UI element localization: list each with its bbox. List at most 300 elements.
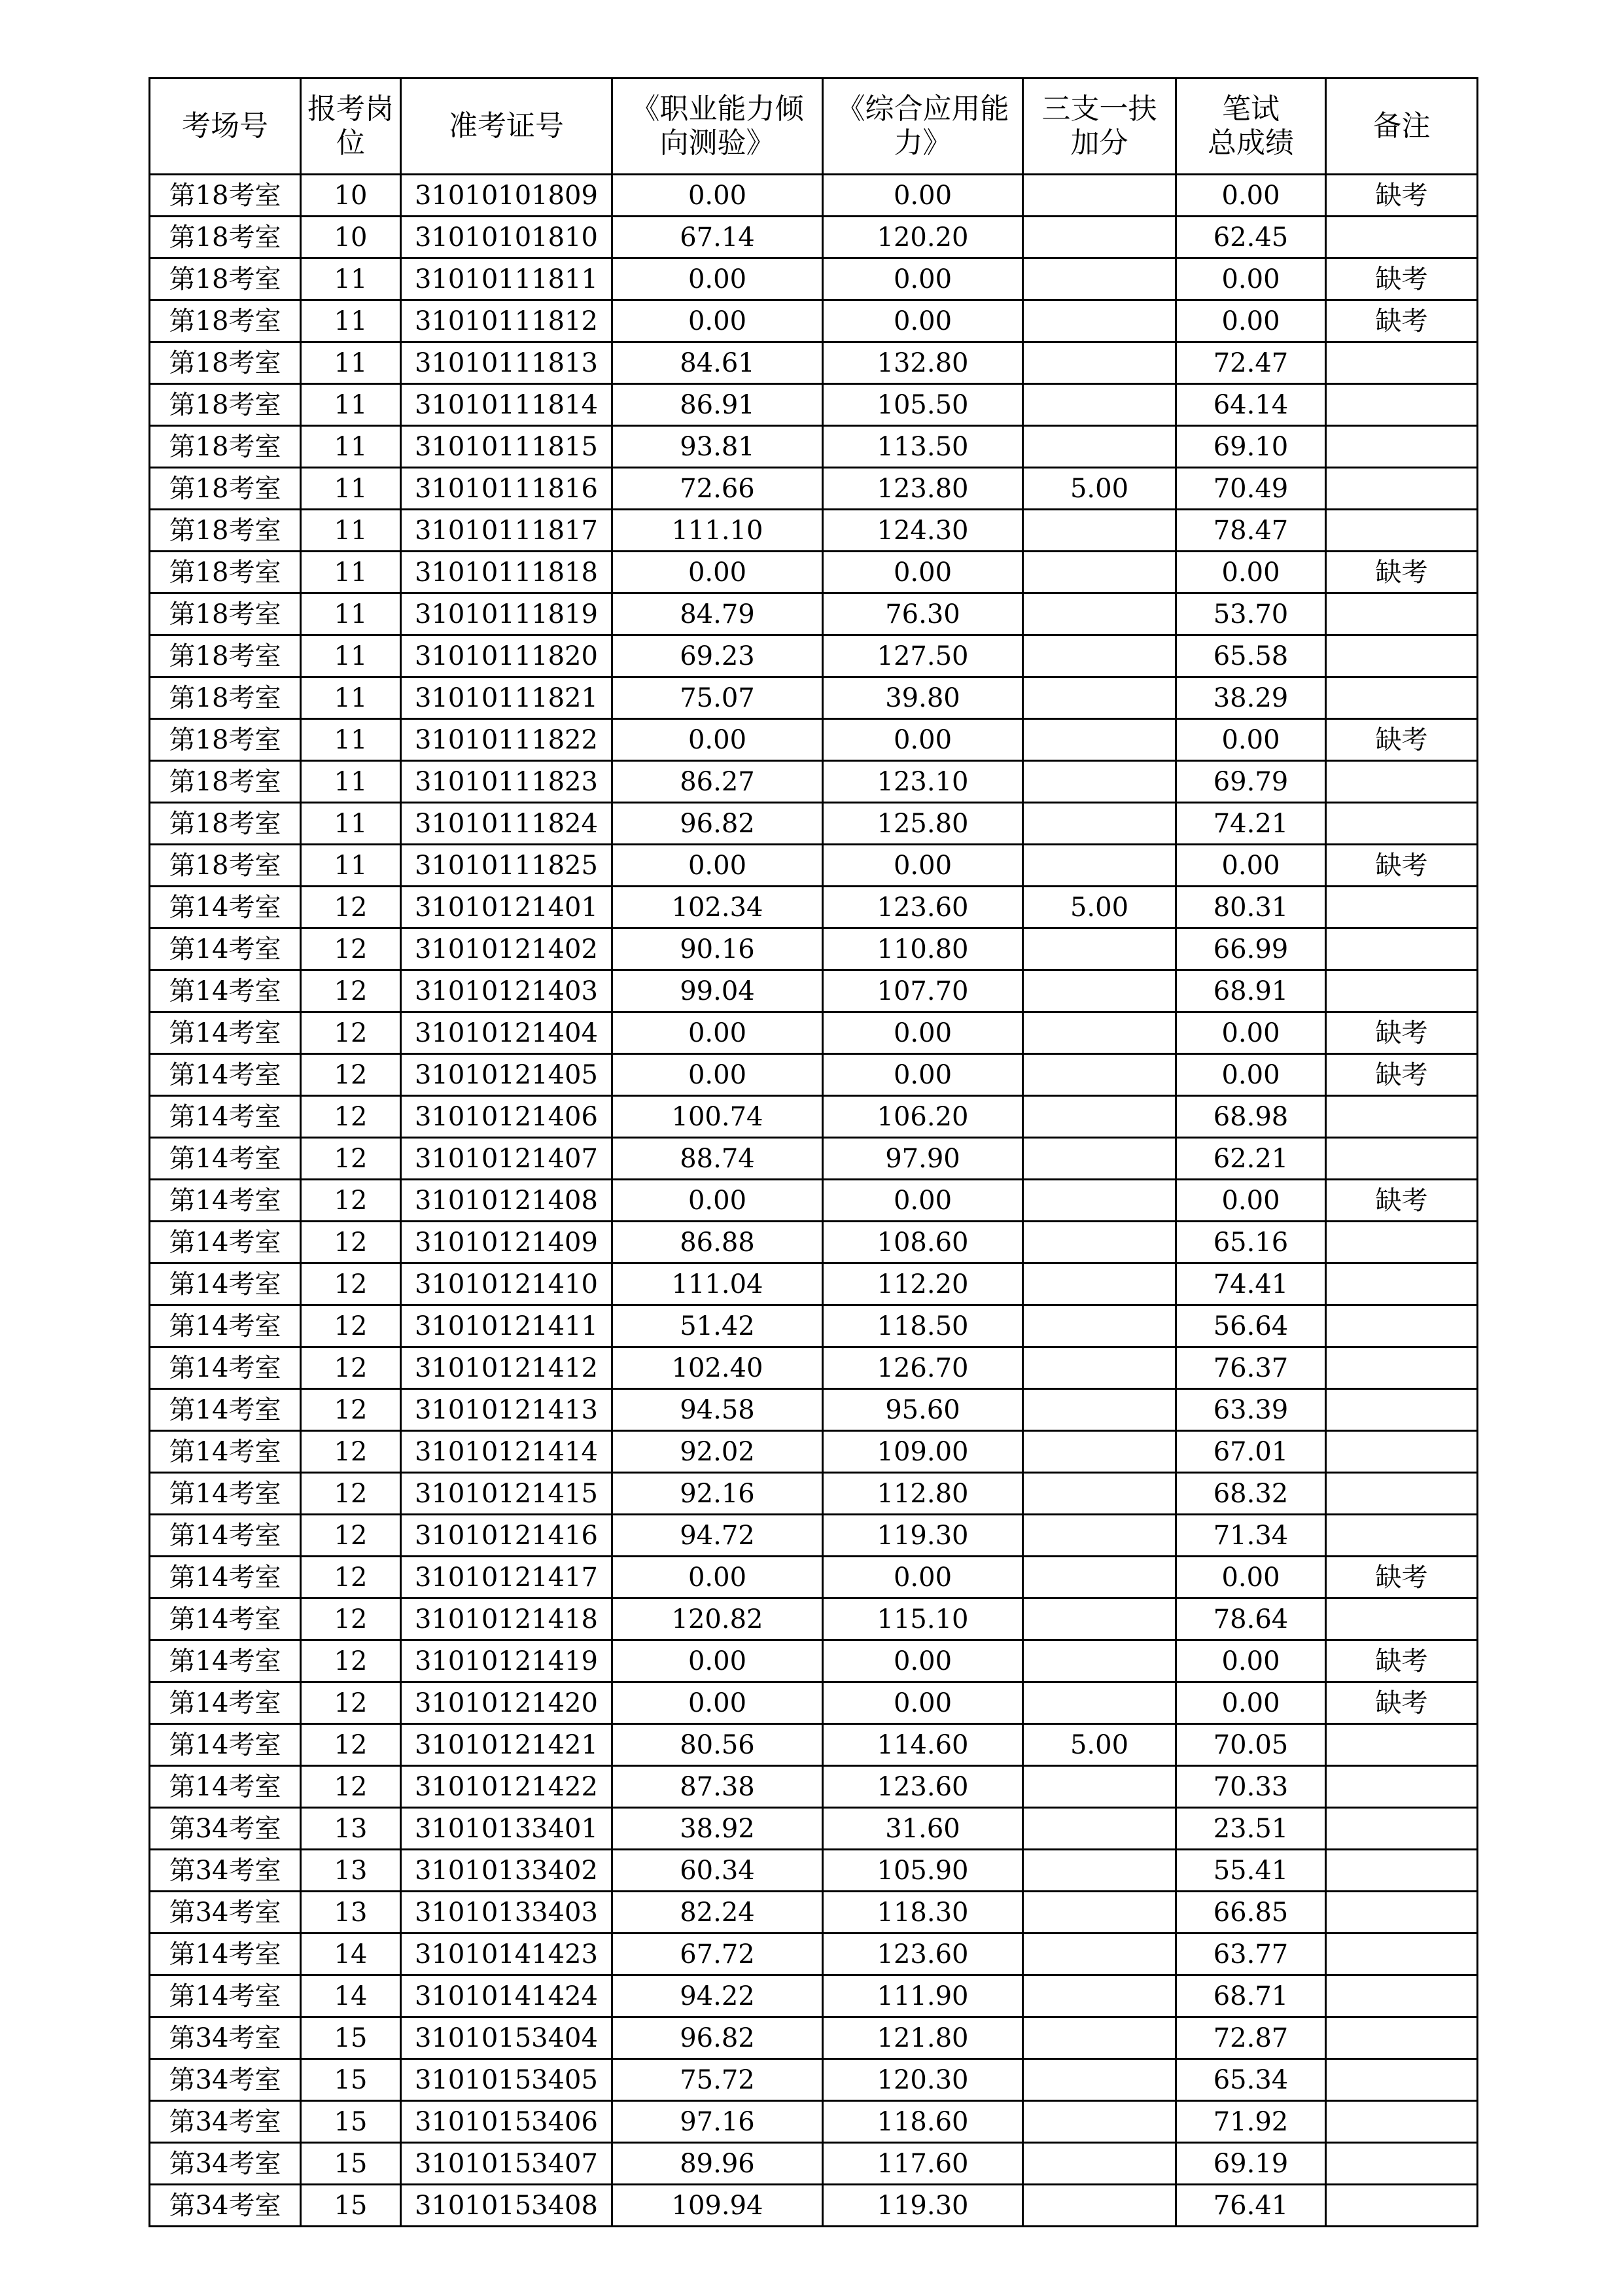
cell-comprehensive-score: 120.20 <box>823 217 1023 258</box>
cell-total-score: 78.47 <box>1176 510 1326 552</box>
cell-ticket-number: 31010121417 <box>401 1557 612 1598</box>
cell-remarks <box>1326 887 1478 928</box>
cell-aptitude-score: 94.58 <box>612 1389 823 1431</box>
cell-exam-room: 第14考室 <box>150 1557 301 1598</box>
cell-comprehensive-score: 119.30 <box>823 1515 1023 1557</box>
cell-remarks <box>1326 342 1478 384</box>
cell-aptitude-score: 69.23 <box>612 635 823 677</box>
cell-exam-room: 第14考室 <box>150 1473 301 1515</box>
cell-remarks <box>1326 1724 1478 1766</box>
cell-remarks <box>1326 1766 1478 1808</box>
cell-exam-room: 第18考室 <box>150 593 301 635</box>
cell-bonus-points <box>1023 635 1176 677</box>
table-row <box>150 258 1478 300</box>
cell-comprehensive-score: 117.60 <box>823 2143 1023 2185</box>
cell-bonus-points <box>1023 677 1176 719</box>
cell-exam-room: 第34考室 <box>150 2059 301 2101</box>
cell-ticket-number: 31010121405 <box>401 1054 612 1096</box>
table-row <box>150 1892 1478 1934</box>
cell-position: 12 <box>301 1012 401 1054</box>
cell-exam-room: 第34考室 <box>150 2185 301 2227</box>
header-position <box>301 79 401 175</box>
cell-comprehensive-score: 123.10 <box>823 761 1023 803</box>
cell-ticket-number: 31010121422 <box>401 1766 612 1808</box>
cell-exam-room: 第18考室 <box>150 468 301 510</box>
cell-ticket-number: 31010111815 <box>401 426 612 468</box>
cell-total-score: 68.91 <box>1176 970 1326 1012</box>
table-row <box>150 1389 1478 1431</box>
cell-ticket-number: 31010121412 <box>401 1347 612 1389</box>
cell-total-score: 70.33 <box>1176 1766 1326 1808</box>
cell-aptitude-score: 67.14 <box>612 217 823 258</box>
table-row <box>150 217 1478 258</box>
table-row <box>150 2017 1478 2059</box>
cell-total-score: 0.00 <box>1176 258 1326 300</box>
cell-total-score: 80.31 <box>1176 887 1326 928</box>
cell-comprehensive-score: 0.00 <box>823 1682 1023 1724</box>
cell-position: 12 <box>301 887 401 928</box>
cell-ticket-number: 31010153404 <box>401 2017 612 2059</box>
cell-total-score: 76.41 <box>1176 2185 1326 2227</box>
cell-aptitude-score: 51.42 <box>612 1305 823 1347</box>
cell-total-score: 68.71 <box>1176 1975 1326 2017</box>
header-text-line: 总成绩 <box>1208 126 1294 160</box>
cell-remarks <box>1326 1934 1478 1975</box>
cell-remarks: 缺考 <box>1326 258 1478 300</box>
cell-remarks: 缺考 <box>1326 1682 1478 1724</box>
cell-aptitude-score: 0.00 <box>612 300 823 342</box>
cell-aptitude-score: 0.00 <box>612 1012 823 1054</box>
header-text-line: 位 <box>336 126 365 160</box>
cell-remarks <box>1326 970 1478 1012</box>
cell-exam-room: 第14考室 <box>150 1431 301 1473</box>
cell-aptitude-score: 0.00 <box>612 552 823 593</box>
table-row <box>150 1263 1478 1305</box>
cell-position: 14 <box>301 1934 401 1975</box>
cell-ticket-number: 31010121409 <box>401 1222 612 1263</box>
cell-remarks <box>1326 217 1478 258</box>
cell-remarks: 缺考 <box>1326 845 1478 887</box>
cell-position: 12 <box>301 1054 401 1096</box>
table-row <box>150 1934 1478 1975</box>
cell-comprehensive-score: 0.00 <box>823 1640 1023 1682</box>
cell-bonus-points <box>1023 426 1176 468</box>
cell-position: 12 <box>301 1222 401 1263</box>
cell-remarks: 缺考 <box>1326 1054 1478 1096</box>
cell-comprehensive-score: 123.60 <box>823 1934 1023 1975</box>
table-row <box>150 803 1478 845</box>
cell-exam-room: 第14考室 <box>150 1682 301 1724</box>
cell-position: 13 <box>301 1892 401 1934</box>
cell-position: 11 <box>301 384 401 426</box>
cell-aptitude-score: 67.72 <box>612 1934 823 1975</box>
cell-exam-room: 第18考室 <box>150 258 301 300</box>
cell-total-score: 66.85 <box>1176 1892 1326 1934</box>
cell-remarks: 缺考 <box>1326 1640 1478 1682</box>
cell-aptitude-score: 82.24 <box>612 1892 823 1934</box>
cell-ticket-number: 31010121402 <box>401 928 612 970</box>
header-text-line: 备注 <box>1372 109 1431 143</box>
cell-exam-room: 第14考室 <box>150 1389 301 1431</box>
cell-total-score: 62.21 <box>1176 1138 1326 1180</box>
cell-ticket-number: 31010121420 <box>401 1682 612 1724</box>
cell-position: 11 <box>301 468 401 510</box>
cell-ticket-number: 31010111814 <box>401 384 612 426</box>
cell-remarks <box>1326 1263 1478 1305</box>
cell-comprehensive-score: 113.50 <box>823 426 1023 468</box>
cell-exam-room: 第14考室 <box>150 1640 301 1682</box>
table-row <box>150 1766 1478 1808</box>
cell-exam-room: 第14考室 <box>150 1515 301 1557</box>
cell-aptitude-score: 88.74 <box>612 1138 823 1180</box>
cell-total-score: 0.00 <box>1176 1180 1326 1222</box>
cell-comprehensive-score: 120.30 <box>823 2059 1023 2101</box>
cell-ticket-number: 31010121406 <box>401 1096 612 1138</box>
cell-total-score: 63.77 <box>1176 1934 1326 1975</box>
table-row <box>150 2143 1478 2185</box>
cell-ticket-number: 31010141424 <box>401 1975 612 2017</box>
cell-remarks <box>1326 384 1478 426</box>
cell-ticket-number: 31010121414 <box>401 1431 612 1473</box>
cell-bonus-points <box>1023 1682 1176 1724</box>
cell-comprehensive-score: 110.80 <box>823 928 1023 970</box>
table-row <box>150 1473 1478 1515</box>
cell-aptitude-score: 86.91 <box>612 384 823 426</box>
cell-aptitude-score: 84.79 <box>612 593 823 635</box>
cell-bonus-points <box>1023 1389 1176 1431</box>
table-row <box>150 2101 1478 2143</box>
cell-comprehensive-score: 0.00 <box>823 1012 1023 1054</box>
cell-position: 12 <box>301 1347 401 1389</box>
cell-exam-room: 第34考室 <box>150 2143 301 2185</box>
cell-comprehensive-score: 105.90 <box>823 1850 1023 1892</box>
cell-ticket-number: 31010121415 <box>401 1473 612 1515</box>
cell-exam-room: 第14考室 <box>150 1263 301 1305</box>
table-row <box>150 1180 1478 1222</box>
table-row <box>150 2185 1478 2227</box>
cell-ticket-number: 31010111825 <box>401 845 612 887</box>
cell-exam-room: 第34考室 <box>150 2101 301 2143</box>
cell-bonus-points <box>1023 845 1176 887</box>
cell-total-score: 72.47 <box>1176 342 1326 384</box>
cell-aptitude-score: 94.72 <box>612 1515 823 1557</box>
cell-ticket-number: 31010121408 <box>401 1180 612 1222</box>
cell-aptitude-score: 75.07 <box>612 677 823 719</box>
cell-bonus-points <box>1023 1850 1176 1892</box>
cell-bonus-points <box>1023 1598 1176 1640</box>
cell-exam-room: 第14考室 <box>150 928 301 970</box>
cell-comprehensive-score: 0.00 <box>823 175 1023 217</box>
header-aptitude-test <box>612 79 823 175</box>
cell-ticket-number: 31010111812 <box>401 300 612 342</box>
cell-bonus-points <box>1023 1473 1176 1515</box>
cell-exam-room: 第18考室 <box>150 761 301 803</box>
cell-comprehensive-score: 125.80 <box>823 803 1023 845</box>
cell-ticket-number: 31010153406 <box>401 2101 612 2143</box>
header-bonus-points <box>1023 79 1176 175</box>
cell-remarks <box>1326 2101 1478 2143</box>
cell-comprehensive-score: 31.60 <box>823 1808 1023 1850</box>
cell-position: 10 <box>301 175 401 217</box>
cell-remarks <box>1326 1850 1478 1892</box>
cell-aptitude-score: 99.04 <box>612 970 823 1012</box>
cell-remarks <box>1326 468 1478 510</box>
cell-bonus-points <box>1023 552 1176 593</box>
cell-total-score: 76.37 <box>1176 1347 1326 1389</box>
cell-remarks <box>1326 2059 1478 2101</box>
cell-ticket-number: 31010121403 <box>401 970 612 1012</box>
cell-position: 12 <box>301 1598 401 1640</box>
cell-position: 15 <box>301 2185 401 2227</box>
cell-bonus-points <box>1023 217 1176 258</box>
cell-exam-room: 第14考室 <box>150 1934 301 1975</box>
cell-comprehensive-score: 123.60 <box>823 1766 1023 1808</box>
cell-aptitude-score: 120.82 <box>612 1598 823 1640</box>
table-row <box>150 761 1478 803</box>
cell-total-score: 62.45 <box>1176 217 1326 258</box>
cell-exam-room: 第18考室 <box>150 342 301 384</box>
cell-comprehensive-score: 126.70 <box>823 1347 1023 1389</box>
cell-bonus-points <box>1023 970 1176 1012</box>
cell-exam-room: 第34考室 <box>150 1850 301 1892</box>
cell-comprehensive-score: 0.00 <box>823 719 1023 761</box>
table-row <box>150 1012 1478 1054</box>
table-row <box>150 593 1478 635</box>
cell-bonus-points <box>1023 1431 1176 1473</box>
cell-position: 12 <box>301 1640 401 1682</box>
cell-total-score: 69.19 <box>1176 2143 1326 2185</box>
cell-position: 11 <box>301 510 401 552</box>
header-text-line: 三支一扶 <box>1041 92 1157 126</box>
cell-comprehensive-score: 123.80 <box>823 468 1023 510</box>
cell-ticket-number: 31010111817 <box>401 510 612 552</box>
cell-ticket-number: 31010111820 <box>401 635 612 677</box>
cell-total-score: 69.79 <box>1176 761 1326 803</box>
table-row <box>150 1096 1478 1138</box>
cell-total-score: 0.00 <box>1176 175 1326 217</box>
cell-ticket-number: 31010121419 <box>401 1640 612 1682</box>
cell-bonus-points <box>1023 1640 1176 1682</box>
cell-comprehensive-score: 109.00 <box>823 1431 1023 1473</box>
cell-ticket-number: 31010121411 <box>401 1305 612 1347</box>
cell-position: 12 <box>301 1515 401 1557</box>
cell-total-score: 0.00 <box>1176 1640 1326 1682</box>
table-row <box>150 1515 1478 1557</box>
cell-remarks <box>1326 1431 1478 1473</box>
cell-ticket-number: 31010111824 <box>401 803 612 845</box>
cell-total-score: 65.58 <box>1176 635 1326 677</box>
table-row <box>150 719 1478 761</box>
cell-position: 11 <box>301 426 401 468</box>
cell-remarks <box>1326 928 1478 970</box>
header-comprehensive-test <box>823 79 1023 175</box>
cell-aptitude-score: 92.16 <box>612 1473 823 1515</box>
cell-bonus-points <box>1023 1263 1176 1305</box>
cell-ticket-number: 31010133401 <box>401 1808 612 1850</box>
cell-comprehensive-score: 127.50 <box>823 635 1023 677</box>
cell-total-score: 66.99 <box>1176 928 1326 970</box>
cell-remarks <box>1326 426 1478 468</box>
cell-remarks: 缺考 <box>1326 1180 1478 1222</box>
cell-comprehensive-score: 0.00 <box>823 1180 1023 1222</box>
cell-exam-room: 第14考室 <box>150 1054 301 1096</box>
cell-ticket-number: 31010121401 <box>401 887 612 928</box>
cell-position: 12 <box>301 1473 401 1515</box>
cell-position: 11 <box>301 635 401 677</box>
cell-remarks: 缺考 <box>1326 175 1478 217</box>
cell-comprehensive-score: 118.60 <box>823 2101 1023 2143</box>
table-row <box>150 887 1478 928</box>
cell-position: 15 <box>301 2101 401 2143</box>
cell-ticket-number: 31010133403 <box>401 1892 612 1934</box>
cell-total-score: 53.70 <box>1176 593 1326 635</box>
cell-bonus-points <box>1023 1892 1176 1934</box>
cell-comprehensive-score: 105.50 <box>823 384 1023 426</box>
cell-position: 12 <box>301 1305 401 1347</box>
cell-aptitude-score: 93.81 <box>612 426 823 468</box>
cell-remarks <box>1326 2017 1478 2059</box>
cell-comprehensive-score: 124.30 <box>823 510 1023 552</box>
cell-position: 11 <box>301 677 401 719</box>
cell-exam-room: 第18考室 <box>150 175 301 217</box>
cell-bonus-points <box>1023 2101 1176 2143</box>
cell-ticket-number: 31010111816 <box>401 468 612 510</box>
cell-position: 15 <box>301 2017 401 2059</box>
cell-total-score: 68.98 <box>1176 1096 1326 1138</box>
cell-exam-room: 第14考室 <box>150 1724 301 1766</box>
header-text-line: 笔试 <box>1222 92 1280 126</box>
cell-bonus-points <box>1023 1808 1176 1850</box>
cell-aptitude-score: 92.02 <box>612 1431 823 1473</box>
cell-bonus-points <box>1023 342 1176 384</box>
cell-exam-room: 第14考室 <box>150 887 301 928</box>
cell-aptitude-score: 102.34 <box>612 887 823 928</box>
cell-total-score: 0.00 <box>1176 552 1326 593</box>
cell-total-score: 38.29 <box>1176 677 1326 719</box>
table-row <box>150 1347 1478 1389</box>
header-remarks <box>1326 79 1478 175</box>
cell-bonus-points <box>1023 175 1176 217</box>
table-row <box>150 552 1478 593</box>
cell-comprehensive-score: 112.80 <box>823 1473 1023 1515</box>
header-text-line: 考场号 <box>182 109 268 143</box>
cell-position: 11 <box>301 719 401 761</box>
table-row <box>150 1808 1478 1850</box>
cell-comprehensive-score: 0.00 <box>823 258 1023 300</box>
table-row <box>150 1975 1478 2017</box>
table-row <box>150 1431 1478 1473</box>
cell-total-score: 69.10 <box>1176 426 1326 468</box>
cell-total-score: 70.05 <box>1176 1724 1326 1766</box>
cell-exam-room: 第18考室 <box>150 803 301 845</box>
cell-bonus-points <box>1023 1180 1176 1222</box>
cell-total-score: 71.92 <box>1176 2101 1326 2143</box>
cell-aptitude-score: 0.00 <box>612 845 823 887</box>
cell-comprehensive-score: 0.00 <box>823 300 1023 342</box>
cell-aptitude-score: 0.00 <box>612 719 823 761</box>
cell-remarks <box>1326 1975 1478 2017</box>
cell-remarks: 缺考 <box>1326 719 1478 761</box>
cell-aptitude-score: 109.94 <box>612 2185 823 2227</box>
cell-position: 12 <box>301 1138 401 1180</box>
cell-exam-room: 第34考室 <box>150 1892 301 1934</box>
cell-exam-room: 第14考室 <box>150 1138 301 1180</box>
cell-aptitude-score: 111.04 <box>612 1263 823 1305</box>
cell-aptitude-score: 38.92 <box>612 1808 823 1850</box>
cell-total-score: 0.00 <box>1176 1557 1326 1598</box>
cell-bonus-points <box>1023 719 1176 761</box>
cell-ticket-number: 31010121407 <box>401 1138 612 1180</box>
table-row <box>150 510 1478 552</box>
cell-comprehensive-score: 118.30 <box>823 1892 1023 1934</box>
cell-comprehensive-score: 123.60 <box>823 887 1023 928</box>
cell-exam-room: 第18考室 <box>150 845 301 887</box>
cell-position: 12 <box>301 1180 401 1222</box>
cell-position: 11 <box>301 593 401 635</box>
cell-total-score: 0.00 <box>1176 1054 1326 1096</box>
cell-comprehensive-score: 0.00 <box>823 552 1023 593</box>
cell-position: 12 <box>301 1766 401 1808</box>
cell-ticket-number: 31010121418 <box>401 1598 612 1640</box>
cell-remarks <box>1326 1138 1478 1180</box>
cell-remarks <box>1326 1473 1478 1515</box>
cell-position: 15 <box>301 2143 401 2185</box>
cell-exam-room: 第14考室 <box>150 1975 301 2017</box>
cell-total-score: 23.51 <box>1176 1808 1326 1850</box>
cell-bonus-points <box>1023 1138 1176 1180</box>
cell-position: 11 <box>301 845 401 887</box>
cell-aptitude-score: 111.10 <box>612 510 823 552</box>
cell-aptitude-score: 75.72 <box>612 2059 823 2101</box>
cell-bonus-points: 5.00 <box>1023 887 1176 928</box>
cell-remarks <box>1326 1096 1478 1138</box>
cell-position: 12 <box>301 1389 401 1431</box>
cell-position: 11 <box>301 300 401 342</box>
table-header <box>150 79 1478 175</box>
cell-ticket-number: 31010111811 <box>401 258 612 300</box>
cell-position: 11 <box>301 761 401 803</box>
cell-ticket-number: 31010121413 <box>401 1389 612 1431</box>
cell-bonus-points <box>1023 510 1176 552</box>
header-ticket-number <box>401 79 612 175</box>
cell-exam-room: 第14考室 <box>150 1766 301 1808</box>
cell-total-score: 56.64 <box>1176 1305 1326 1347</box>
table-body <box>150 175 1478 2227</box>
cell-comprehensive-score: 106.20 <box>823 1096 1023 1138</box>
cell-total-score: 0.00 <box>1176 845 1326 887</box>
cell-total-score: 0.00 <box>1176 1682 1326 1724</box>
table-row <box>150 928 1478 970</box>
cell-remarks <box>1326 635 1478 677</box>
header-text-line: 加分 <box>1070 126 1128 160</box>
cell-exam-room: 第14考室 <box>150 1222 301 1263</box>
cell-comprehensive-score: 115.10 <box>823 1598 1023 1640</box>
cell-ticket-number: 31010101810 <box>401 217 612 258</box>
table-row <box>150 468 1478 510</box>
cell-total-score: 65.34 <box>1176 2059 1326 2101</box>
cell-bonus-points <box>1023 300 1176 342</box>
cell-comprehensive-score: 0.00 <box>823 1557 1023 1598</box>
cell-comprehensive-score: 119.30 <box>823 2185 1023 2227</box>
cell-total-score: 68.32 <box>1176 1473 1326 1515</box>
cell-ticket-number: 31010111822 <box>401 719 612 761</box>
cell-comprehensive-score: 97.90 <box>823 1138 1023 1180</box>
cell-exam-room: 第18考室 <box>150 677 301 719</box>
table-row <box>150 175 1478 217</box>
cell-bonus-points <box>1023 1096 1176 1138</box>
header-text-line: 准考证号 <box>449 109 564 143</box>
table-row <box>150 1222 1478 1263</box>
